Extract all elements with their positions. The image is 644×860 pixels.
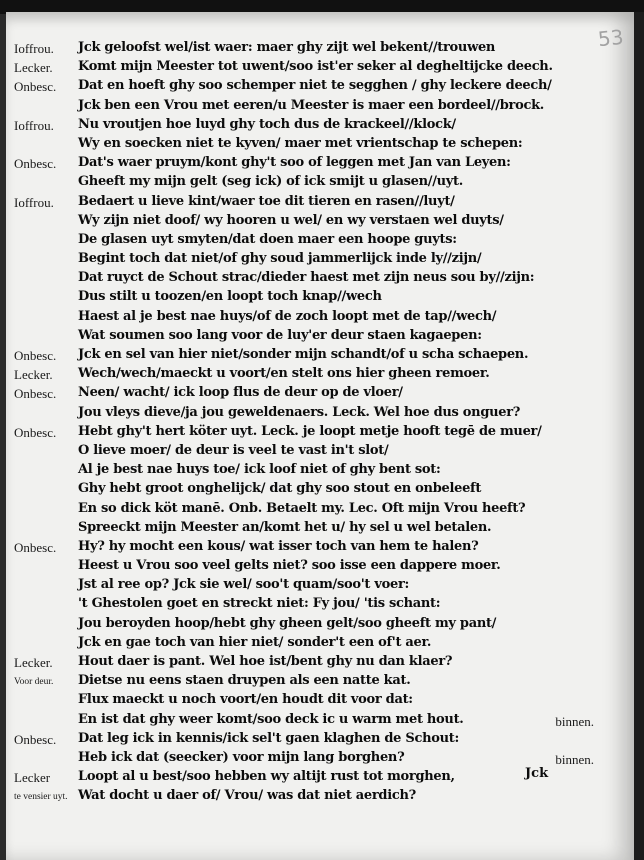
text-line	[14, 98, 614, 117]
verse-text: Jck en gae toch van hier niet/ sonder't een of't aer.	[78, 634, 432, 650]
text-line	[14, 405, 614, 424]
text-line	[14, 328, 614, 347]
speaker-label: Onbesc.	[14, 386, 57, 402]
verse-text: Flux maeckt u noch voort/en houdt dit voor dat:	[78, 692, 413, 708]
verse-text: Jck geloofst wel/ist waer: maer ghy zijt wel bekent//trouwen	[78, 40, 496, 55]
verse-text: Al je best nae huys toe/ ick loof niet of ghy bent sot:	[78, 462, 441, 478]
verse-text: Dus stilt u toozen/en loopt toch knap//wech	[78, 289, 382, 305]
verse-text: Hout daer is pant. Wel hoe ist/bent ghy nu dan klaer?	[78, 654, 453, 669]
speaker-label: Onbesc.	[14, 348, 57, 363]
verse-text: Dat's waer pruym/kont ghy't soo of leggen met Jan van Leyen:	[78, 155, 511, 171]
text-line	[14, 520, 614, 539]
text-line	[14, 654, 614, 673]
text-line	[14, 78, 614, 97]
text-line	[14, 155, 614, 174]
text-line	[14, 539, 614, 558]
speaker-label: Onbesc.	[14, 731, 57, 747]
speaker-label: te vensier uyt.	[14, 792, 68, 803]
text-line	[14, 347, 614, 366]
speaker-label: Lecker.	[14, 60, 53, 76]
text-line	[14, 692, 614, 711]
text-line	[14, 59, 614, 78]
verse-text: Jst al ree op? Jck sie wel/ soo't quam/soo't voer:	[78, 577, 409, 593]
text-line	[14, 366, 614, 385]
stage-direction: binnen.	[555, 751, 594, 767]
speaker-label: Onbesc.	[14, 539, 57, 555]
text-line	[14, 712, 614, 731]
text-line	[14, 616, 614, 635]
verse-text: Wy en soecken niet te kyven/ maer met vrientschap te schepen:	[78, 135, 523, 151]
speaker-label: Voor deur.	[14, 677, 54, 688]
speaker-label: Lecker	[14, 770, 51, 786]
text-line	[14, 731, 614, 750]
speaker-label: Ioffrou.	[14, 41, 54, 56]
speaker-label: Onbesc.	[14, 156, 57, 172]
verse-text: Jou beroyden hoop/hebt ghy gheen gelt/soo gheeft my pant/	[78, 615, 497, 631]
catchword: Jck	[525, 766, 549, 781]
text-line	[14, 385, 614, 404]
verse-text: Haest al je best nae huys/of de zoch loopt met de tap//wech/	[78, 308, 497, 324]
text-line	[14, 577, 614, 596]
text-line	[14, 481, 614, 500]
verse-text: Jck ben een Vrou met eeren/u Meester is maer een bordeel//brock.	[78, 97, 545, 113]
text-line	[14, 424, 614, 443]
text-line	[14, 174, 614, 193]
verse-text: Begint toch dat niet/of ghy soud jammerlijck inde ly//zijn/	[78, 251, 482, 267]
stage-direction: binnen.	[555, 713, 594, 729]
verse-text: Jck en sel van hier niet/sonder mijn schandt/of u scha schaepen.	[78, 347, 529, 362]
verse-text: Komt mijn Meester tot uwent/soo ist'er seker al degheltijcke deech.	[78, 59, 553, 75]
text-line	[14, 769, 614, 788]
verse-text: Nu vroutjen hoe luyd ghy toch dus de krackeel//klock/	[78, 116, 456, 132]
verse-text: Dietse nu eens staen druypen als een natte kat.	[78, 673, 411, 689]
text-line	[14, 251, 614, 270]
verse-text: Hebt ghy't hert köter uyt. Leck. je loopt metje hooft tegē de muer/	[78, 423, 542, 439]
verse-text: Wat soumen soo lang voor de luy'er deur staen kagaepen:	[78, 327, 482, 343]
verse-text: Heb ick dat (seecker) voor mijn lang borghen?	[78, 749, 405, 765]
verse-text: Dat en hoeft ghy soo schemper niet te segghen / ghy leckere deech/	[78, 78, 552, 94]
text-line	[14, 750, 614, 769]
text-line	[14, 443, 614, 462]
text-line	[14, 596, 614, 615]
text-line	[14, 117, 614, 136]
speaker-label: Lecker.	[14, 367, 53, 383]
verse-text: Gheeft my mijn gelt (seg ick) of ick smijt u glasen//uyt.	[78, 174, 463, 190]
text-line	[14, 673, 614, 692]
verse-text: Wy zijn niet doof/ wy hooren u wel/ en wy verstaen wel duyts/	[78, 212, 504, 228]
text-line	[14, 558, 614, 577]
text-line	[14, 40, 614, 59]
verse-text: 't Ghestolen goet en streckt niet: Fy jou/ 'tis schant:	[78, 596, 441, 612]
verse-text: Loopt al u best/soo hebben wy altijt rust tot morghen,	[78, 769, 455, 785]
text-line	[14, 462, 614, 481]
page-edge-shadow	[634, 12, 644, 860]
verse-text: O lieve moer/ de deur is veel te vast in't slot/	[78, 442, 389, 458]
verse-text: Spreeckt mijn Meester an/komt het u/ hy sel u wel betalen.	[78, 519, 492, 535]
verse-text: Jou vleys dieve/ja jou geweldenaers. Leck. Wel hoe dus onguer?	[78, 404, 521, 420]
verse-text: Ghy hebt groot onghelijck/ dat ghy soo stout en onbeleeft	[78, 481, 482, 497]
text-line	[14, 788, 614, 807]
text-line	[14, 501, 614, 520]
speaker-label: Lecker.	[14, 655, 53, 670]
speaker-label: Ioffrou.	[14, 117, 54, 133]
text-line	[14, 635, 614, 654]
speaker-label: Ioffrou.	[14, 194, 54, 210]
verse-text: Neen/ wacht/ ick loop flus de deur op de vloer/	[78, 385, 403, 401]
text-line	[14, 232, 614, 251]
verse-text: Dat ruyct de Schout strac/dieder haest met zijn neus sou by//zijn:	[78, 270, 535, 286]
text-line	[14, 289, 614, 308]
verse-text: Wech/wech/maeckt u voort/en stelt ons hier gheen remoer.	[78, 366, 490, 382]
verse-text: Hy? hy mocht een kous/ wat isser toch van hem te halen?	[78, 538, 479, 554]
verse-text: Wat docht u daer of/ Vrou/ was dat niet aerdich?	[78, 788, 416, 804]
text-line	[14, 309, 614, 328]
verse-text: Heest u Vrou soo veel gelts niet? soo isse een dappere moer.	[78, 558, 501, 574]
speaker-label: Onbesc.	[14, 79, 57, 95]
verse-text: De glasen uyt smyten/dat doen maer een hoope guyts:	[78, 231, 457, 247]
text-line	[14, 136, 614, 155]
verse-text: Bedaert u lieve kint/waer toe dit tieren en rasen//luyt/	[78, 193, 455, 209]
verse-text: Dat leg ick in kennis/ick sel't gaen klaghen de Schout:	[78, 730, 459, 746]
verse-text: En ist dat ghy weer komt/soo deck ic u warm met hout.	[78, 711, 464, 727]
text-line	[14, 270, 614, 289]
speaker-label: Onbesc.	[14, 424, 57, 440]
play-text-block	[14, 40, 614, 808]
text-line	[14, 213, 614, 232]
folio-number: 53	[596, 24, 625, 52]
verse-text: En so dick köt manē. Onb. Betaelt my. Lec. Oft mijn Vrou heeft?	[78, 500, 526, 516]
text-line	[14, 194, 614, 213]
